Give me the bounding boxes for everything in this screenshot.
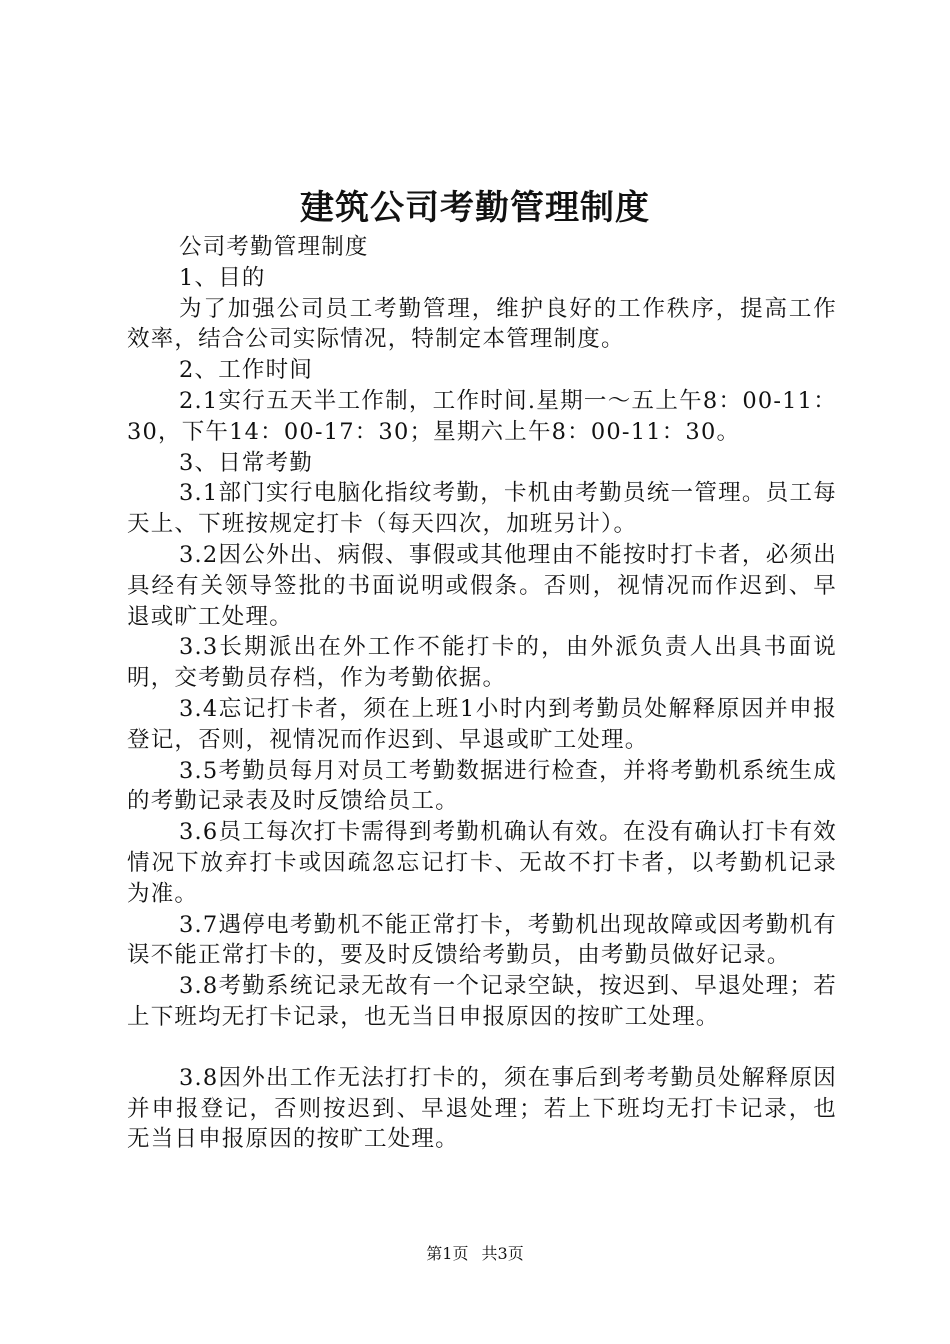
paragraph-3-1: 3.1部门实行电脑化指纹考勤，卡机由考勤员统一管理。员工每天上、下班按规定打卡（每天四次，加班另计）。 xyxy=(127,480,837,538)
paragraph-purpose: 为了加强公司员工考勤管理，维护良好的工作秩序，提高工作效率，结合公司实际情况，特制定本管理制度。 xyxy=(127,295,837,353)
paragraph-3-5: 3.5考勤员每月对员工考勤数据进行检查，并将考勤机系统生成的考勤记录表及时反馈给员工。 xyxy=(127,757,837,815)
paragraph-3-8: 3.8考勤系统记录无故有一个记录空缺，按迟到、早退处理；若上下班均无打卡记录，也无当日申报原因的按旷工处理。 xyxy=(127,973,837,1030)
document-title: 建筑公司考勤管理制度 xyxy=(300,188,650,228)
page-footer xyxy=(0,1243,950,1265)
paragraph-heading: 公司考勤管理制度 xyxy=(179,234,369,260)
paragraph-3-7: 3.7遇停电考勤机不能正常打卡，考勤机出现故障或因考勤机有误不能正常打卡的，要及时反馈给考勤员，由考勤员做好记录。 xyxy=(127,911,837,969)
document-body xyxy=(127,232,837,1155)
paragraph-3-3: 3.3长期派出在外工作不能打卡的，由外派负责人出具书面说明，交考勤员存档，作为考勤依据。 xyxy=(127,634,837,692)
section-heading-purpose: 1、目的 xyxy=(179,264,266,291)
section-heading-work-time: 2、工作时间 xyxy=(179,357,314,384)
paragraph-3-8-second: 3.8因外出工作无法打打卡的，须在事后到考考勤员处解释原因并申报登记，否则按迟到、早退处理；若上下班均无打卡记录，也无当日申报原因的按旷工处理。 xyxy=(127,1064,837,1153)
paragraph-3-4: 3.4忘记打卡者，须在上班1小时内到考勤员处解释原因并申报登记，否则，视情况而作迟到、早退或旷工处理。 xyxy=(127,695,837,753)
paragraph-2-1: 2.1实行五天半工作制，工作时间.星期一～五上午8：00-11：30，下午14：00-17：30；星期六上午8：00-11：30。 xyxy=(127,387,837,445)
page-number: 第1页 xyxy=(426,1244,469,1263)
page-total: 共3页 xyxy=(481,1244,524,1263)
paragraph-3-2: 3.2因公外出、病假、事假或其他理由不能按时打卡者，必须出具经有关领导签批的书面说明或假条。否则，视情况而作迟到、早退或旷工处理。 xyxy=(127,541,837,630)
paragraph-3-6: 3.6员工每次打卡需得到考勤机确认有效。在没有确认打卡有效情况下放弃打卡或因疏忽忘记打卡、无故不打卡者，以考勤机记录为准。 xyxy=(127,819,837,907)
section-heading-daily-attendance: 3、日常考勤 xyxy=(179,449,314,476)
